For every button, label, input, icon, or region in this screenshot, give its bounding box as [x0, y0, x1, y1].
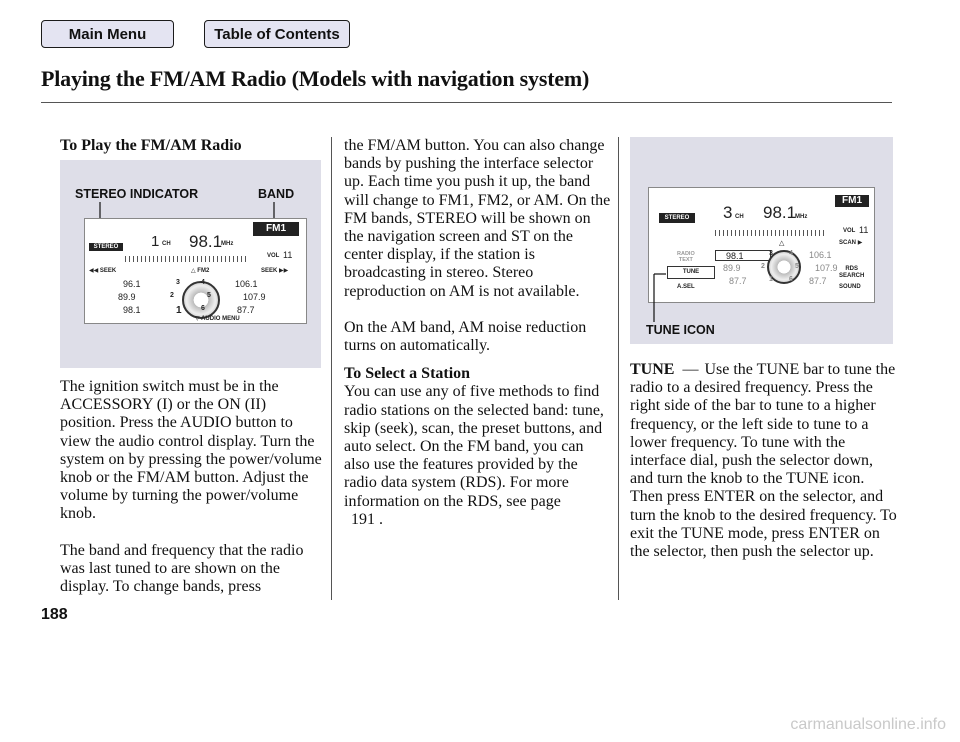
preset-number: 6 [201, 305, 205, 312]
tune-description [630, 361, 898, 561]
preset-96-1[interactable]: 96.1 [123, 279, 141, 289]
radio-figure [60, 160, 321, 368]
seek-down-button[interactable] [89, 267, 116, 274]
text-block [60, 378, 324, 596]
frequency: 98.1 [763, 203, 797, 222]
column-divider [331, 137, 332, 600]
rds-search-button[interactable]: RDS SEARCH [839, 266, 865, 279]
scan-arrow-icon: ▶ [857, 240, 863, 246]
preset-98-1[interactable]: 98.1 [123, 305, 141, 315]
fm2-label: FM2 [197, 268, 210, 274]
tune-heading: TUNE [630, 361, 675, 378]
audio-menu-button[interactable] [195, 315, 240, 322]
column-divider [618, 137, 619, 600]
channel-number: 3 [723, 203, 733, 222]
seek-label: SEEK [99, 268, 117, 274]
preset-number: 4 [789, 250, 793, 257]
preset-number: 3 [176, 279, 180, 286]
watermark: carmanualsonline.info [790, 716, 946, 733]
preset-number: 1 [176, 305, 182, 316]
sound-button[interactable]: SOUND [839, 284, 861, 290]
vol-value: 11 [283, 250, 293, 260]
dash: — [682, 361, 699, 378]
preset-106-1[interactable]: 106.1 [809, 250, 832, 260]
preset-number: 5 [207, 292, 211, 299]
paragraph: On the AM band, AM noise reduction turns on automatically. [344, 318, 587, 355]
vol-label: VOL [267, 253, 280, 259]
vol-value: 11 [859, 225, 869, 235]
preset-number: 1 [769, 276, 773, 283]
band-badge: FM1 [835, 195, 869, 207]
band-badge: FM1 [253, 222, 299, 236]
frequency: 98.1 [189, 232, 223, 251]
table-of-contents-button[interactable]: Table of Contents [204, 20, 350, 48]
down-triangle-icon: ▽ [195, 316, 200, 322]
seek-up-button[interactable] [261, 267, 288, 274]
preset-89-9[interactable]: 89.9 [118, 292, 136, 302]
main-menu-button[interactable]: Main Menu [41, 20, 174, 48]
interface-dial[interactable] [182, 281, 220, 319]
preset-87-7[interactable]: 87.7 [809, 276, 827, 286]
preset-number: 6 [789, 276, 793, 283]
page-ref-link[interactable]: 191 [351, 510, 375, 528]
page-reference [344, 511, 612, 529]
preset-87-7[interactable]: 87.7 [729, 276, 747, 286]
section-heading: To Play the FM/AM Radio [60, 137, 242, 154]
preset-107-9[interactable]: 107.9 [243, 292, 266, 302]
audio-menu-label: AUDIO MENU [201, 316, 240, 322]
page-number: 188 [41, 606, 68, 623]
up-triangle-icon: △ [779, 240, 785, 247]
leader-lines [630, 137, 893, 344]
text-block [344, 137, 612, 529]
title-rule [41, 102, 892, 103]
tuning-scale [125, 256, 249, 262]
preset-98-1[interactable]: 98.1 [715, 250, 771, 261]
ch-label: CH [162, 241, 171, 247]
seek-up-icon: ▶▶ [279, 268, 289, 274]
preset-106-1[interactable]: 106.1 [235, 279, 258, 289]
preset-87-7[interactable]: 87.7 [237, 305, 255, 315]
paragraph [630, 361, 898, 561]
tune-icon-label: TUNE ICON [646, 323, 715, 337]
fm2-button[interactable] [191, 267, 209, 274]
paragraph: The band and frequency that the radio was last tuned to are shown on the display. To change bands, press [60, 541, 304, 596]
stereo-badge: STEREO [659, 213, 695, 223]
vol-label: VOL [843, 228, 856, 234]
period: . [379, 510, 383, 528]
preset-107-9[interactable]: 107.9 [815, 263, 838, 273]
paragraph: You can use any of five methods to find radio stations on the selected band: tune, skip (seek), scan, the preset buttons, and auto select. On the FM band, you can also use the features provided by the radio data system (RDS). For more information on the RDS, see page [344, 383, 604, 510]
stereo-indicator-label: STEREO INDICATOR [75, 187, 199, 201]
radio-text-button[interactable]: RADIO TEXT [677, 251, 695, 263]
stereo-badge: STEREO [89, 243, 123, 251]
seek-down-icon: ◀◀ [89, 268, 99, 274]
up-triangle-icon: △ [191, 268, 196, 274]
mhz-label: MHz [221, 241, 234, 247]
ch-label: CH [735, 214, 744, 220]
radio-figure [630, 137, 893, 344]
tune-button[interactable]: TUNE [667, 266, 715, 279]
preset-number: 5 [795, 263, 799, 270]
band-label: BAND [258, 187, 295, 201]
preset-number: 4 [201, 279, 205, 286]
paragraph: The ignition switch must be in the ACCESSORY (I) or the ON (II) position. Press the AUDIO button to view the audio control display. Turn the system on by pressing the power/volume knob or the FM/AM button. Adjust the volume by turning the power/volume knob. [60, 378, 322, 523]
section-heading: To Select a Station [344, 365, 471, 383]
preset-number: 3 [769, 250, 773, 257]
preset-number: 2 [170, 292, 174, 299]
audio-display [84, 218, 307, 324]
mhz-label: MHz [795, 214, 808, 220]
seek-label: SEEK [261, 268, 278, 274]
preset-89-9[interactable]: 89.9 [723, 263, 741, 273]
paragraph: the FM/AM button. You can also change bands by pushing the interface selector up. Each time you push it up, the band will change to FM1, FM2, or AM. On the FM bands, STEREO will be shown on the navigation screen and ST on the center display, if the station is broadcasting in stereo. Stereo reproduction on AM is not available. [344, 137, 611, 300]
tune-text: Use the TUNE bar to tune the radio to a desired frequency. Press the right side of the bar to tune to a higher frequency, or the left side to tune to a lower frequency. To tune with the interface dial, push the selector down, and turn the knob to the TUNE icon. Then press ENTER on the selector, and turn the knob to the desired frequency. To exit the TUNE mode, press ENTER on the selector, then push the selector up. [630, 361, 897, 561]
preset-number: 2 [761, 263, 765, 270]
a-sel-button[interactable]: A.SEL [677, 284, 695, 290]
page-title: Playing the FM/AM Radio (Models with navigation system) [41, 66, 590, 91]
scan-label: SCAN [839, 240, 857, 246]
channel-number: 1 [151, 233, 160, 250]
